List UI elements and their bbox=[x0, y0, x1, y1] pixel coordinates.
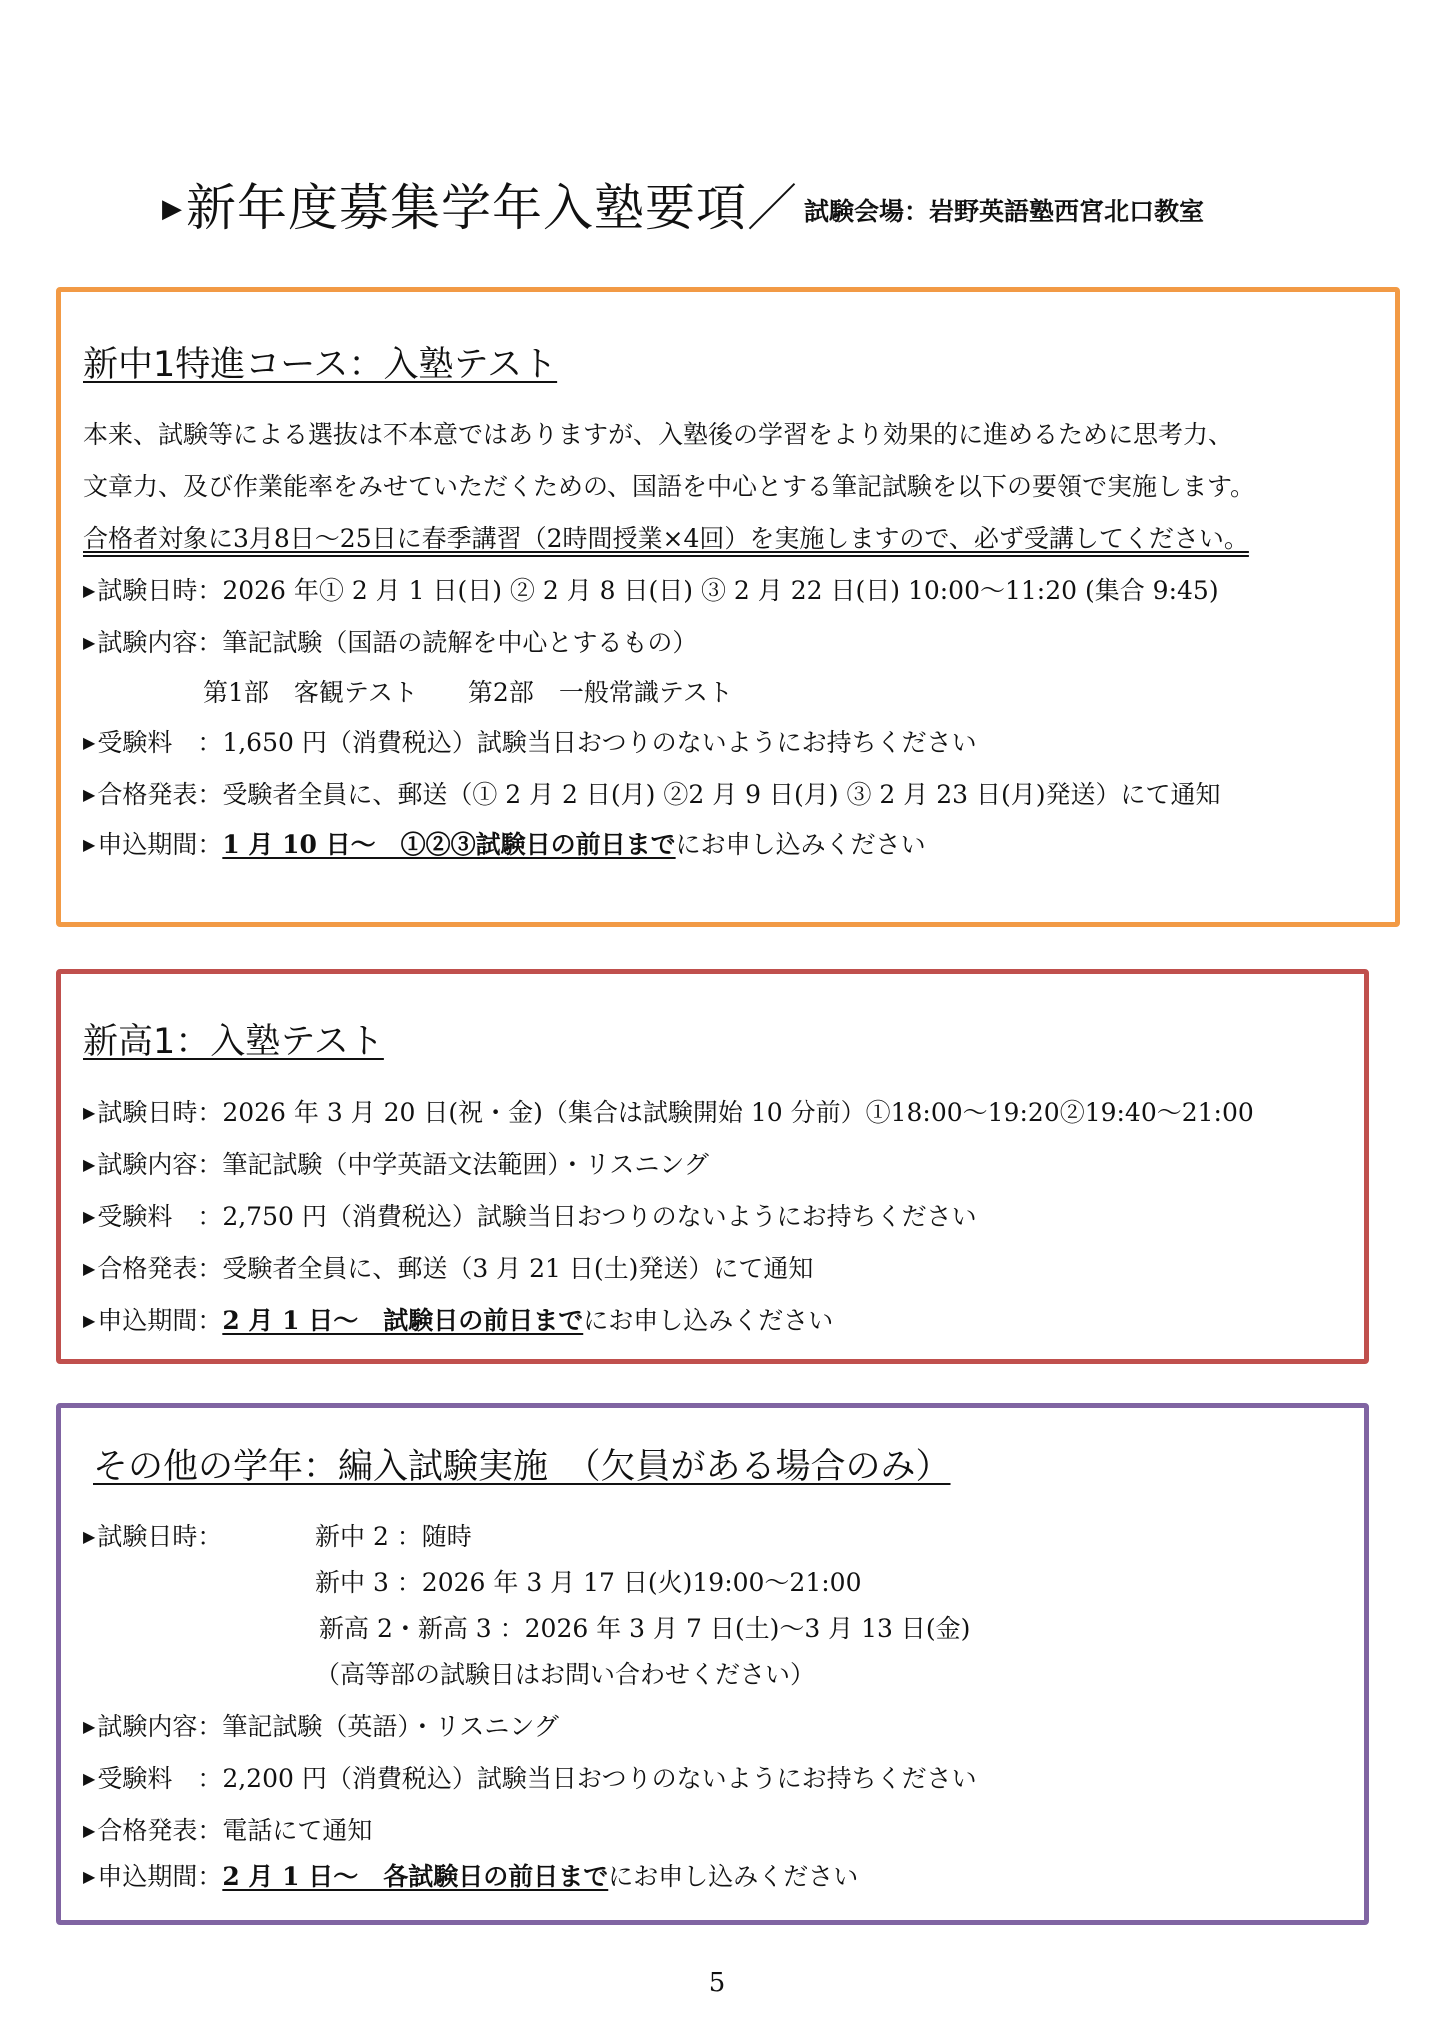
bullet-icon: ▶ bbox=[83, 1769, 96, 1788]
result-text: 合格発表：受験者全員に、郵送（① 2 月 2 日(月) ②2 月 9 日(月) ③ 2 月 23 日(月)発送）にて通知 bbox=[97, 780, 1221, 809]
apply-label: 申込期間： bbox=[97, 1862, 223, 1891]
fee-text: 受験料 ：2,200 円（消費税込）試験当日おつりのないようにお持ちください bbox=[97, 1764, 977, 1793]
result-text: 合格発表：電話にて通知 bbox=[97, 1816, 373, 1845]
apply-label: 申込期間： bbox=[97, 830, 223, 859]
bullet-icon: ▶ bbox=[83, 1867, 96, 1886]
parts-line: 第1部 客観テスト 第2部 一般常識テスト bbox=[203, 678, 733, 707]
content-line bbox=[83, 626, 697, 663]
bullet-icon: ▶ bbox=[83, 1311, 96, 1330]
apply-period: 2 月 1 日～ 各試験日の前日まで bbox=[222, 1862, 609, 1891]
apply-tail: にお申し込みください bbox=[675, 830, 926, 859]
apply-label: 申込期間： bbox=[97, 1306, 223, 1335]
date-line bbox=[83, 1096, 1254, 1133]
result-line bbox=[83, 1252, 813, 1289]
content-line bbox=[83, 1148, 709, 1185]
apply-tail: にお申し込みください bbox=[608, 1862, 859, 1891]
result-line bbox=[83, 778, 1221, 815]
date-text: 試験日時：2026 年 3 月 20 日(祝・金)（集合は試験開始 10 分前）①18:00～19:20②19:40～21:00 bbox=[97, 1098, 1254, 1127]
apply-line bbox=[83, 1860, 858, 1897]
intro-line: 本来、試験等による選抜は不本意ではありますが、入塾後の学習をより効果的に進めるために思考力、 bbox=[83, 420, 1234, 449]
section-new-hs1 bbox=[56, 969, 1369, 1364]
fee-line bbox=[83, 1762, 977, 1799]
apply-line bbox=[83, 1304, 833, 1341]
bullet-icon: ▶ bbox=[83, 1259, 96, 1278]
apply-period: 2 月 1 日～ 試験日の前日まで bbox=[222, 1306, 584, 1335]
title-text: 新年度募集学年入塾要項／ bbox=[186, 179, 798, 237]
fee-line bbox=[83, 726, 977, 763]
date-line bbox=[83, 574, 1219, 611]
date-label: 試験日時： bbox=[97, 1522, 223, 1551]
bullet-icon: ▶ bbox=[83, 1717, 96, 1736]
page-number: 5 bbox=[708, 1968, 726, 1998]
date-entry: 新中 3 ：2026 年 3 月 17 日(火)19:00～21:00 bbox=[315, 1568, 862, 1597]
venue-text: 試験会場：岩野英語塾西宮北口教室 bbox=[804, 197, 1205, 226]
content-text: 試験内容：筆記試験（国語の読解を中心とするもの） bbox=[97, 628, 698, 657]
date-text: 試験日時：2026 年① 2 月 1 日(日) ② 2 月 8 日(日) ③ 2 月 22 日(日) 10:00～11:20 (集合 9:45) bbox=[97, 576, 1219, 605]
date-line bbox=[83, 1520, 222, 1557]
notice-text: 合格者対象に3月8日～25日に春季講習（2時間授業×4回）を実施しますので、必ず受講してください。 bbox=[83, 524, 1249, 553]
bullet-icon: ▶ bbox=[83, 633, 96, 652]
content-line bbox=[83, 1710, 559, 1747]
date-note: （高等部の試験日はお問い合わせください） bbox=[315, 1660, 816, 1689]
date-entry: 新中 2 ：随時 bbox=[315, 1522, 472, 1551]
result-line bbox=[83, 1814, 372, 1851]
bullet-icon: ▶ bbox=[83, 1103, 96, 1122]
content-text: 試験内容：筆記試験（英語）・リスニング bbox=[97, 1712, 559, 1741]
content-text: 試験内容：筆記試験（中学英語文法範囲）・リスニング bbox=[97, 1150, 709, 1179]
bullet-icon: ▶ bbox=[83, 1155, 96, 1174]
bullet-icon: ▶ bbox=[83, 1207, 96, 1226]
section-new-jh1 bbox=[56, 287, 1400, 927]
section-other-grades bbox=[56, 1403, 1369, 1925]
triangle-marker-icon: ▶ bbox=[162, 194, 182, 224]
apply-period: 1 月 10 日～ ①②③試験日の前日まで bbox=[222, 830, 676, 859]
bullet-icon: ▶ bbox=[83, 1527, 96, 1546]
bullet-icon: ▶ bbox=[83, 1821, 96, 1840]
section-title: 新中1特進コース：入塾テスト bbox=[83, 345, 558, 385]
section-title: 新高1：入塾テスト bbox=[83, 1022, 384, 1062]
date-entry: 新高 2・新高 3 ：2026 年 3 月 7 日(土)～3 月 13 日(金) bbox=[319, 1614, 971, 1643]
notice-line bbox=[83, 522, 1249, 556]
section-title: その他の学年：編入試験実施 （欠員がある場合のみ） bbox=[93, 1447, 951, 1487]
intro-line: 文章力、及び作業能率をみせていただくための、国語を中心とする筆記試験を以下の要領で実施します。 bbox=[83, 472, 1256, 501]
fee-text: 受験料 ：2,750 円（消費税込）試験当日おつりのないようにお持ちください bbox=[97, 1202, 977, 1231]
fee-text: 受験料 ：1,650 円（消費税込）試験当日おつりのないようにお持ちください bbox=[97, 728, 977, 757]
apply-line bbox=[83, 828, 926, 865]
result-text: 合格発表：受験者全員に、郵送（3 月 21 日(土)発送）にて通知 bbox=[97, 1254, 814, 1283]
page-title bbox=[162, 168, 1362, 238]
bullet-icon: ▶ bbox=[83, 581, 96, 600]
bullet-icon: ▶ bbox=[83, 835, 96, 854]
fee-line bbox=[83, 1200, 977, 1237]
apply-tail: にお申し込みください bbox=[583, 1306, 834, 1335]
bullet-icon: ▶ bbox=[83, 785, 96, 804]
bullet-icon: ▶ bbox=[83, 733, 96, 752]
